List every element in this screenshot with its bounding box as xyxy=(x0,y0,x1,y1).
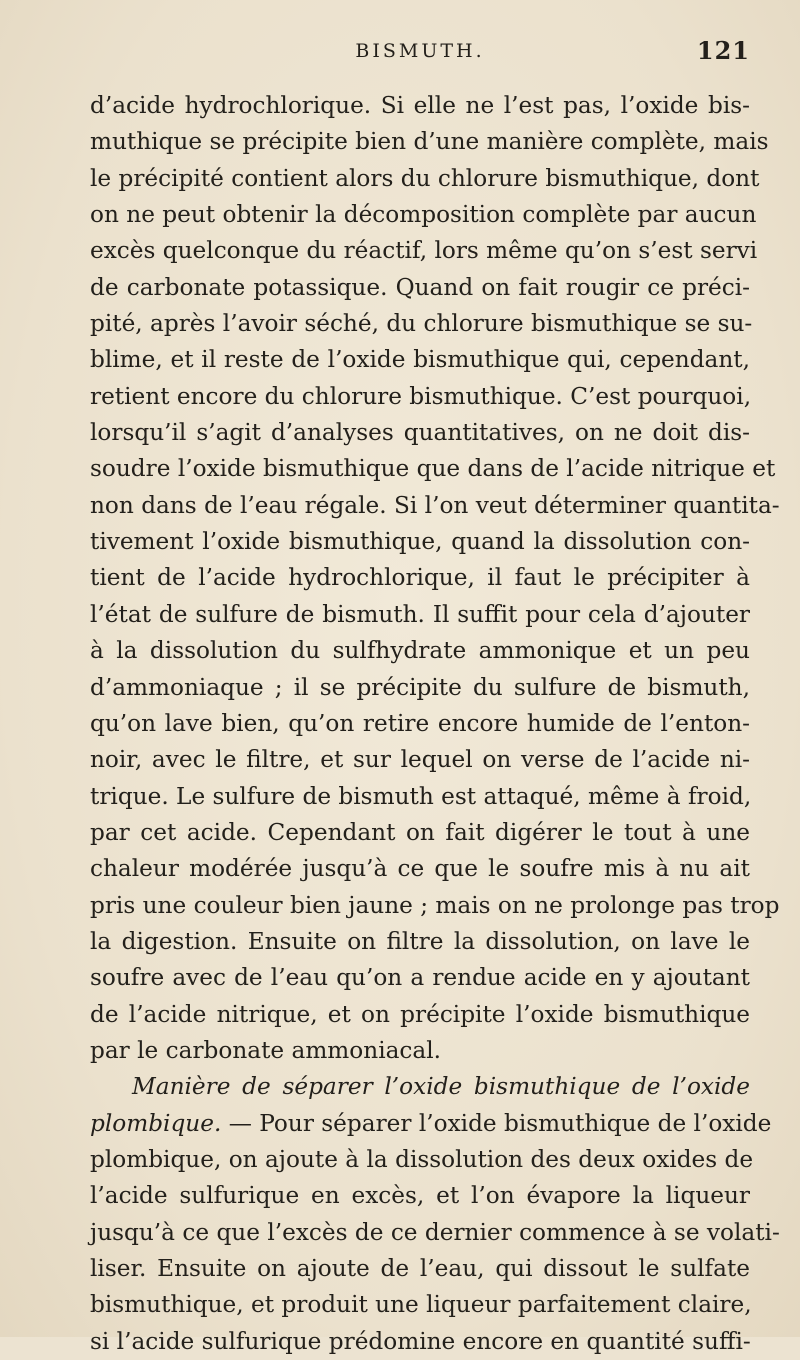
text-line: de carbonate potassique. Quand on fait rougir ce préci- xyxy=(90,273,750,301)
paragraph-separation-method xyxy=(90,1069,780,1360)
text-line: noir, avec le filtre, et sur lequel on verse de l’acide ni- xyxy=(90,746,750,774)
text-line: jusqu’à ce que l’excès de ce dernier commence à se volati- xyxy=(90,1218,780,1246)
text-line: muthique se précipite bien d’une manière complète, mais xyxy=(90,128,769,156)
text-line: si l’acide sulfurique prédomine encore en quantité suffi- xyxy=(90,1327,751,1355)
text-line: pris une couleur bien jaune ; mais on ne prolonge pas trop xyxy=(90,891,780,919)
text-line: soufre avec de l’eau qu’on a rendue acide en y ajoutant xyxy=(90,964,750,992)
text-line: bismuthique, et produit une liqueur parfaitement claire, xyxy=(90,1291,752,1319)
text-line: soudre l’oxide bismuthique que dans de l’acide nitrique et xyxy=(90,455,776,483)
text-line: par le carbonate ammoniacal. xyxy=(90,1036,442,1064)
text-line: le précipité contient alors du chlorure bismuthique, dont xyxy=(90,164,760,192)
text-line: la digestion. Ensuite on filtre la dissolution, on lave le xyxy=(90,927,750,955)
section-heading-rest: — Pour séparer l’oxide bismuthique de l’oxide xyxy=(221,1109,772,1137)
paragraph-separation-lines xyxy=(90,1142,780,1360)
text-line: excès quelconque du réactif, lors même qu’on s’est servi xyxy=(90,237,758,265)
text-line: pité, après l’avoir séché, du chlorure bismuthique se su- xyxy=(90,310,753,338)
page-number: 121 xyxy=(696,36,750,65)
text-line: retient encore du chlorure bismuthique. C’est pourquoi, xyxy=(90,382,752,410)
text-line: de l’acide nitrique, et on précipite l’oxide bismuthique xyxy=(90,1000,750,1028)
text-line: liser. Ensuite on ajoute de l’eau, qui dissout le sulfate xyxy=(90,1255,750,1282)
body-text xyxy=(90,88,780,1360)
text-line: chaleur modérée jusqu’à ce que le soufre mis à nu ait xyxy=(90,855,750,883)
paragraph-acid-analysis xyxy=(90,88,780,1069)
text-line: plombique, on ajoute à la dissolution des deux oxides de xyxy=(90,1145,754,1173)
running-head xyxy=(90,36,750,66)
section-heading-italic: Manière de séparer l’oxide bismuthique de l’oxide xyxy=(132,1073,750,1101)
text-line: tivement l’oxide bismuthique, quand la dissolution con- xyxy=(90,528,750,556)
text-line: lorsqu’il s’agit d’analyses quantitatives, on ne doit dis- xyxy=(90,419,750,447)
section-heading-line xyxy=(90,1069,750,1105)
section-heading-continuation xyxy=(90,1106,772,1142)
section-heading-italic-end: plombique. xyxy=(90,1109,222,1137)
text-line: l’état de sulfure de bismuth. Il suffit pour cela d’ajouter xyxy=(90,600,750,628)
text-line: on ne peut obtenir la décomposition complète par aucun xyxy=(90,201,757,229)
text-line: tient de l’acide hydrochlorique, il faut le précipiter à xyxy=(90,564,750,592)
running-head-title: BISMUTH. xyxy=(355,40,485,62)
text-line: qu’on lave bien, qu’on retire encore humide de l’enton- xyxy=(90,709,750,737)
text-line: par cet acide. Cependant on fait digérer le tout à une xyxy=(90,818,750,846)
text-line: d’ammoniaque ; il se précipite du sulfure de bismuth, xyxy=(90,673,750,701)
text-line: à la dissolution du sulfhydrate ammonique et un peu xyxy=(90,637,750,665)
text-line: blime, et il reste de l’oxide bismuthique qui, cependant, xyxy=(90,346,750,374)
text-line: d’acide hydrochlorique. Si elle ne l’est pas, l’oxide bis- xyxy=(90,92,750,119)
text-line: l’acide sulfurique en excès, et l’on évapore la liqueur xyxy=(90,1182,750,1210)
text-line: non dans de l’eau régale. Si l’on veut déterminer quantita- xyxy=(90,491,780,519)
text-line: trique. Le sulfure de bismuth est attaqué, même à froid, xyxy=(90,782,752,810)
